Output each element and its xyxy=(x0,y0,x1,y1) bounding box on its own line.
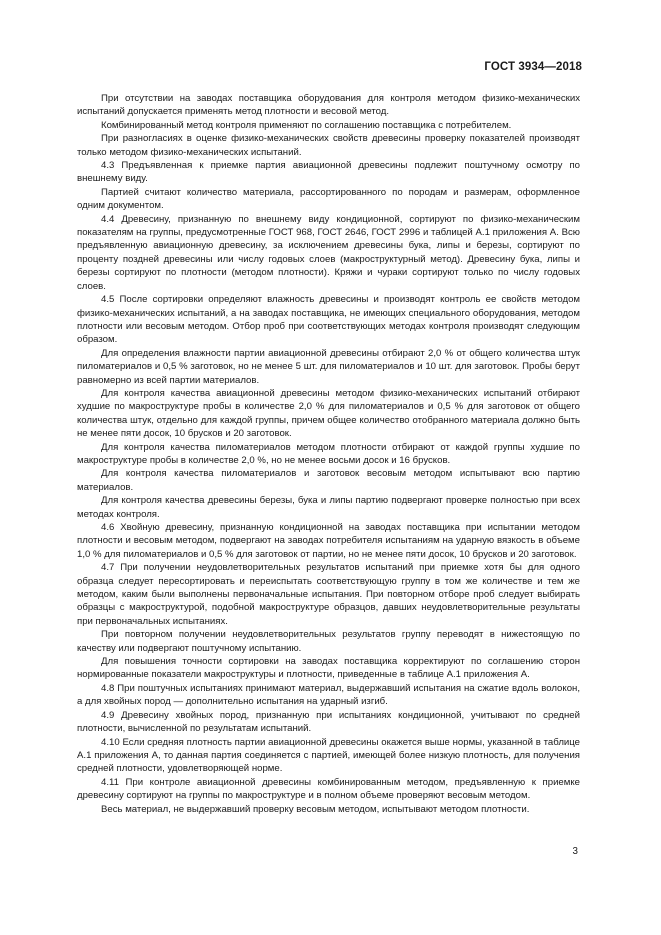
paragraph: 4.5 После сортировки определяют влажность древесины и производят контроль ее свойств методом физико-механических испытаний, а на заводах поставщика, не имеющих специального оборудования, методом плотности или весовым методом. Отбор проб при соответствующих методах контроля производят следующим образом. xyxy=(77,294,580,346)
document-code-header: ГОСТ 3934—2018 xyxy=(484,61,582,73)
paragraph: Партией считают количество материала, рассортированного по породам и размерам, оформленное одним документом. xyxy=(77,186,580,212)
paragraph: При разногласиях в оценке физико-механических свойств древесины проверку показателей производят только методом физико-механических испытаний. xyxy=(77,133,580,158)
paragraph: При отсутствии на заводах поставщика оборудования для контроля методом физико-механических испытаний допускается применять метод плотности и весовой метод. xyxy=(77,93,580,118)
paragraph: 4.9 Древесину хвойных пород, признанную при испытаниях кондиционной, учитывают по средней плотности, вычисленной по результатам испытаний. xyxy=(77,709,580,735)
paragraph: При повторном получении неудовлетворительных результатов группу переводят в нижестоящую по качеству или подвергают поштучному испытанию. xyxy=(77,629,580,654)
paragraph: 4.11 При контроле авиационной древесины комбинированным методом, предъявленную к приемке древесину сортируют на группы по макроструктуре и в полном объеме проверяют весовым методом. xyxy=(77,776,580,802)
paragraph: Для контроля качества пиломатериалов и заготовок весовым методом испытывают всю партию материалов. xyxy=(77,468,580,493)
paragraph: Весь материал, не выдержавший проверку весовым методом, испытывают методом плотности. xyxy=(101,803,530,815)
paragraph: 4.6 Хвойную древесину, признанную кондиционной на заводах поставщика при испытании методом плотности и весовым методом, подвергают на заводах потребителя испытаниям на ударную вязкость в объеме 1,0 % для пиломатериалов и 0,5 % для заготовок от партии, но не менее пяти досок, 10 брусков и 20 заготовок. xyxy=(77,522,580,560)
paragraph: 4.8 При поштучных испытаниях принимают материал, выдержавший испытания на сжатие вдоль волокон, а для хвойных пород — дополнительно испытания на ударный изгиб. xyxy=(77,682,580,708)
document-body xyxy=(77,92,580,816)
paragraph: Для контроля качества древесины березы, бука и липы партию подвергают проверке полностью при всех методах контроля. xyxy=(77,495,580,520)
paragraph: Для контроля качества авиационной древесины методом физико-механических испытаний отбирают худшие по макроструктуре пробы в количестве 2,0 % для пиломатериалов и 0,5 % для заготовок от общего количества штук, отдельно для каждой группы, причем общее количество отобранного материала должно быть не менее пяти досок, 10 брусков и 20 заготовок. xyxy=(77,387,580,440)
paragraph: 4.3 Предъявленная к приемке партия авиационной древесины подлежит поштучному осмотру по внешнему виду. xyxy=(77,160,580,185)
paragraph: Комбинированный метод контроля применяют по соглашению поставщика с потребителем. xyxy=(101,119,512,131)
paragraph: 4.10 Если средняя плотность партии авиационной древесины окажется выше нормы, указанной в таблице А.1 приложения А, то данная партия соединяется с партией, имеющей более низкую плотность, для получения средней плотности, удовлетворяющей норме. xyxy=(77,736,580,775)
paragraph: 4.4 Древесину, признанную по внешнему виду кондиционной, сортируют по физико-механическим показателям на группы, предусмотренные ГОСТ 968, ГОСТ 2646, ГОСТ 2996 и таблицей А.1 приложения А. Всю предъявленную авиационную древесину, за исключением древесины бука, липы и березы, сортируют по проценту поздней древесины или числу годовых слоев (макроструктурный метод). Древесину бука, липы и березы сортируют по плотности (методом плотности). Кряжи и чураки сортируют только по числу годовых слоев. xyxy=(77,213,580,292)
paragraph: Для контроля качества пиломатериалов методом плотности отбирают от каждой группы худшие по макроструктуре пробы в количестве 2,0 %, но не менее восьми досок и 16 брусков. xyxy=(77,441,580,466)
page-number: 3 xyxy=(572,846,578,857)
paragraph: Для определения влажности партии авиационной древесины отбирают 2,0 % от общего количества штук пиломатериалов и 0,5 % заготовок, но не менее 5 шт. для пиломатериалов и 10 шт. для заготовок. Пробы берут равномерно из всей партии материалов. xyxy=(77,347,580,386)
paragraph: 4.7 При получении неудовлетворительных результатов испытаний при приемке хотя бы для одного образца следует пересортировать и переиспытать соответствующую группу в том же количестве и тем же методом, каким были выполнены первоначальные испытания. При повторном отборе проб следует выбирать образцы с макроструктурой, подобной макроструктуре образцов, давших неудовлетворительные результаты при первоначальных испытаниях. xyxy=(77,562,580,627)
paragraph: Для повышения точности сортировки на заводах поставщика корректируют по соглашению сторон нормированные показатели макроструктуры и плотности, приведенные в таблице А.1 приложения А. xyxy=(77,656,580,681)
